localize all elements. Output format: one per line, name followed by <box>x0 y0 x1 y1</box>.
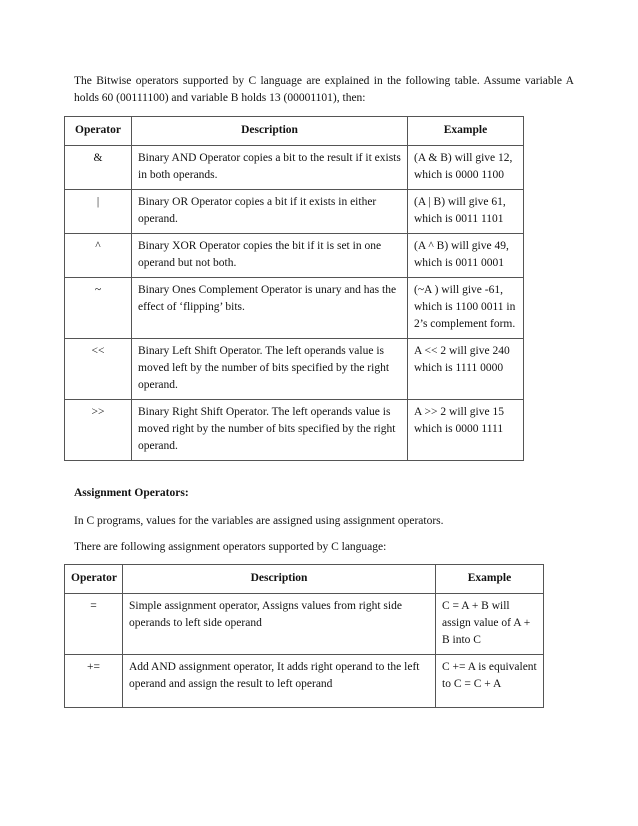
example-cell: A >> 2 will give 15 which is 0000 1111 <box>408 400 524 461</box>
description-cell: Binary XOR Operator copies the bit if it is set in one operand but not both. <box>132 234 408 278</box>
example-cell: C += A is equivalent to C = C + A <box>436 655 544 708</box>
description-cell: Binary AND Operator copies a bit to the result if it exists in both operands. <box>132 146 408 190</box>
table-row <box>65 400 524 461</box>
operator-cell: & <box>65 146 132 190</box>
operator-cell: | <box>65 190 132 234</box>
table-row <box>65 339 524 400</box>
operator-cell: ^ <box>65 234 132 278</box>
description-cell: Binary Left Shift Operator. The left operands value is moved left by the number of bits specified by the right operand. <box>132 339 408 400</box>
table-header-row <box>65 117 524 146</box>
example-cell: (~A ) will give -61, which is 1100 0011 in 2’s complement form. <box>408 278 524 339</box>
operator-cell: << <box>65 339 132 400</box>
description-cell: Binary OR Operator copies a bit if it exists in either operand. <box>132 190 408 234</box>
header-operator: Operator <box>65 117 132 146</box>
operator-cell: ~ <box>65 278 132 339</box>
assignment-operators-table <box>64 564 544 708</box>
header-example: Example <box>408 117 524 146</box>
header-operator: Operator <box>65 565 123 594</box>
bitwise-operators-table <box>64 116 524 461</box>
table-header-row <box>65 565 544 594</box>
table-row <box>65 190 524 234</box>
table-row <box>65 234 524 278</box>
header-description: Description <box>123 565 436 594</box>
table-row <box>65 594 544 655</box>
example-cell: (A & B) will give 12, which is 0000 1100 <box>408 146 524 190</box>
table-row <box>65 278 524 339</box>
operator-cell: = <box>65 594 123 655</box>
assignment-list-paragraph: There are following assignment operators supported by C language: <box>74 541 387 553</box>
header-description: Description <box>132 117 408 146</box>
header-example: Example <box>436 565 544 594</box>
assignment-intro-paragraph: In C programs, values for the variables are assigned using assignment operators. <box>74 515 444 527</box>
example-cell: (A | B) will give 61, which is 0011 1101 <box>408 190 524 234</box>
intro-paragraph: The Bitwise operators supported by C language are explained in the following table. Assume variable A holds 60 (00111100) and variable B holds 13 (00001101), then: <box>74 75 574 104</box>
example-cell: A << 2 will give 240 which is 1111 0000 <box>408 339 524 400</box>
table-row <box>65 655 544 708</box>
example-cell: C = A + B will assign value of A + B into C <box>436 594 544 655</box>
assignment-operators-heading: Assignment Operators: <box>74 487 189 499</box>
description-cell: Binary Right Shift Operator. The left operands value is moved right by the number of bits specified by the right operand. <box>132 400 408 461</box>
operator-cell: >> <box>65 400 132 461</box>
operator-cell: += <box>65 655 123 708</box>
example-cell: (A ^ B) will give 49, which is 0011 0001 <box>408 234 524 278</box>
description-cell: Binary Ones Complement Operator is unary and has the effect of ‘flipping’ bits. <box>132 278 408 339</box>
description-cell: Add AND assignment operator, It adds right operand to the left operand and assign the result to left operand <box>123 655 436 708</box>
description-cell: Simple assignment operator, Assigns values from right side operands to left side operand <box>123 594 436 655</box>
table-row <box>65 146 524 190</box>
